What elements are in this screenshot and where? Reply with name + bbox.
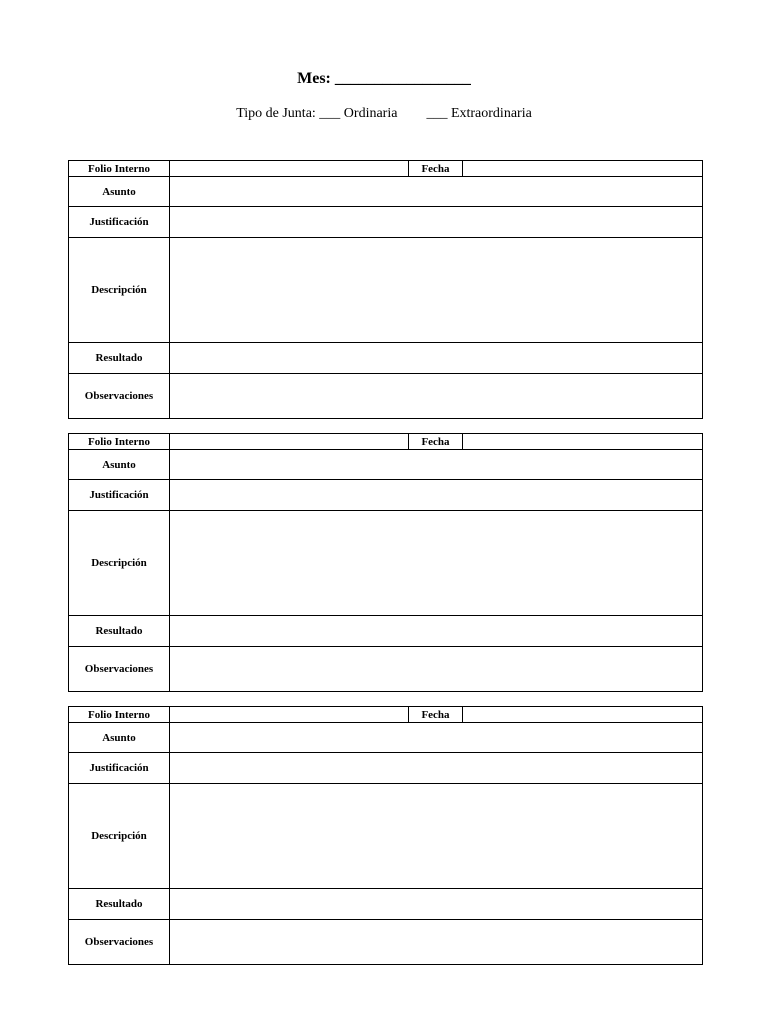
resultado-label: Resultado [69, 616, 170, 647]
fecha-field[interactable] [463, 434, 703, 450]
descripcion-label: Descripción [69, 511, 170, 616]
descripcion-label: Descripción [69, 238, 170, 343]
fecha-field[interactable] [463, 707, 703, 723]
descripcion-field[interactable] [170, 511, 703, 616]
asunto-label: Asunto [69, 450, 170, 480]
page-title: Mes: _________________ [297, 70, 471, 87]
observaciones-label: Observaciones [69, 647, 170, 692]
asunto-field[interactable] [170, 450, 703, 480]
asunto-label: Asunto [69, 177, 170, 207]
fecha-label: Fecha [409, 434, 463, 450]
record-table [68, 160, 703, 419]
resultado-label: Resultado [69, 889, 170, 920]
justificacion-label: Justificación [69, 480, 170, 511]
resultado-field[interactable] [170, 343, 703, 374]
resultado-label: Resultado [69, 343, 170, 374]
record-table [68, 433, 703, 692]
fecha-field[interactable] [463, 161, 703, 177]
descripcion-field[interactable] [170, 238, 703, 343]
justificacion-field[interactable] [170, 207, 703, 238]
resultado-field[interactable] [170, 616, 703, 647]
justificacion-field[interactable] [170, 480, 703, 511]
folio-field[interactable] [170, 434, 409, 450]
option-ordinaria: ___ Ordinaria [319, 106, 398, 121]
justificacion-label: Justificación [69, 207, 170, 238]
meeting-type-label: Tipo de Junta: [236, 106, 316, 121]
folio-label: Folio Interno [69, 434, 170, 450]
asunto-field[interactable] [170, 177, 703, 207]
observaciones-label: Observaciones [69, 920, 170, 965]
observaciones-field[interactable] [170, 647, 703, 692]
descripcion-field[interactable] [170, 784, 703, 889]
folio-field[interactable] [170, 707, 409, 723]
record-table [68, 706, 703, 965]
resultado-field[interactable] [170, 889, 703, 920]
folio-label: Folio Interno [69, 707, 170, 723]
justificacion-label: Justificación [69, 753, 170, 784]
asunto-field[interactable] [170, 723, 703, 753]
descripcion-label: Descripción [69, 784, 170, 889]
fecha-label: Fecha [409, 707, 463, 723]
folio-field[interactable] [170, 161, 409, 177]
observaciones-field[interactable] [170, 374, 703, 419]
asunto-label: Asunto [69, 723, 170, 753]
fecha-label: Fecha [409, 161, 463, 177]
meeting-type-line [0, 106, 768, 122]
observaciones-label: Observaciones [69, 374, 170, 419]
option-extraordinaria: ___ Extraordinaria [426, 106, 532, 121]
folio-label: Folio Interno [69, 161, 170, 177]
observaciones-field[interactable] [170, 920, 703, 965]
justificacion-field[interactable] [170, 753, 703, 784]
